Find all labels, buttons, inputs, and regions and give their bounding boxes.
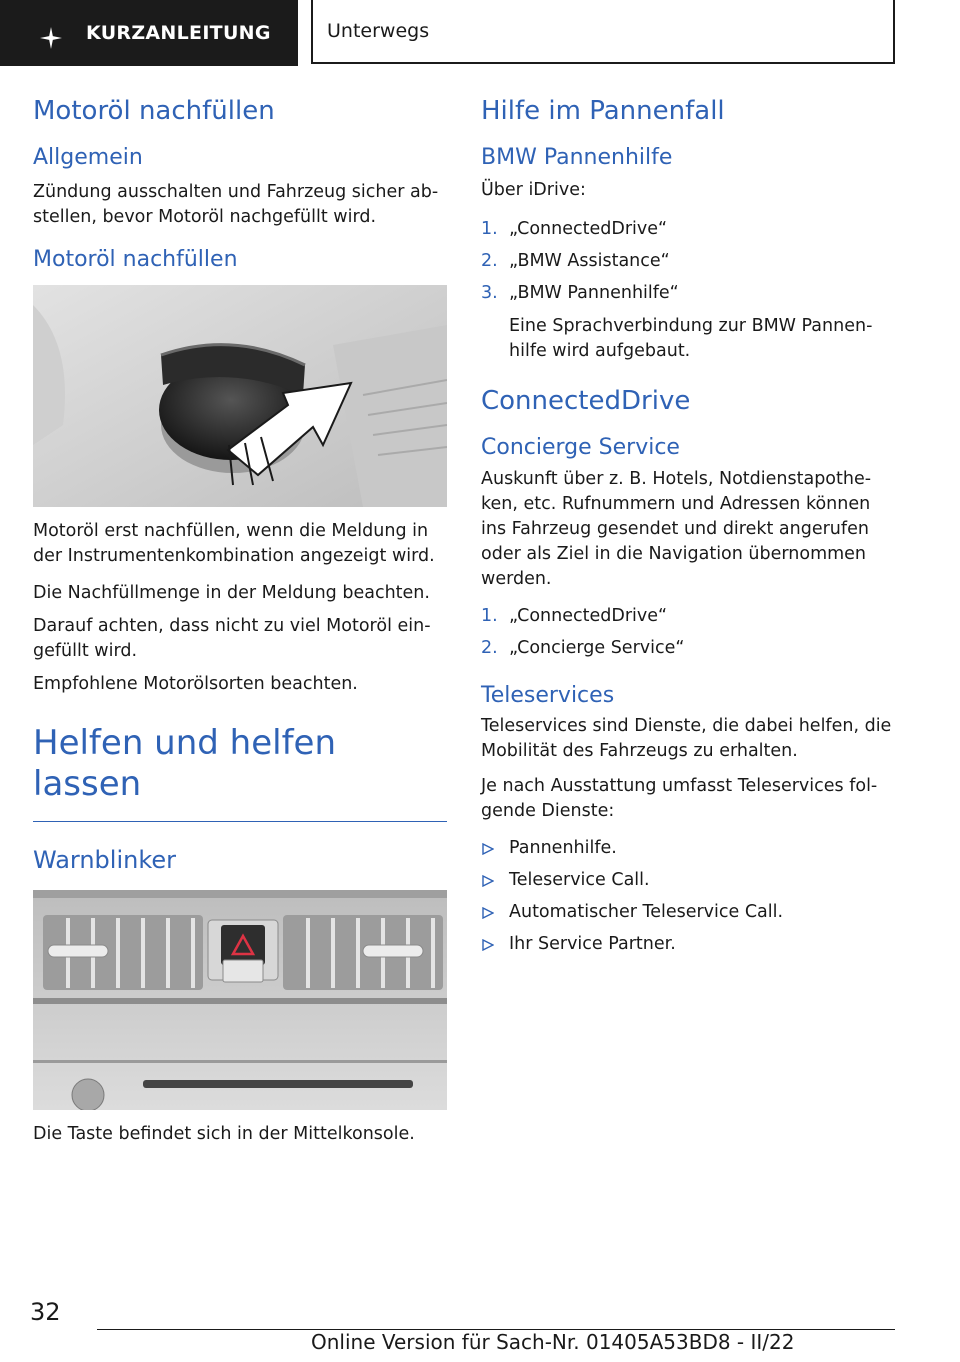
motoroel-paragraph-2: Die Nachfüllmenge in der Meldung beachten.: [33, 582, 430, 603]
chapter-tab-label: KURZANLEITUNG: [86, 22, 271, 44]
list-item: [481, 636, 896, 661]
triangle-bullet-icon: [482, 843, 494, 855]
motoroel-subheading: Motoröl nachfüllen: [33, 246, 238, 272]
step-text: „ConnectedDrive“: [509, 606, 668, 627]
step-text: „BMW Assistance“: [509, 250, 670, 271]
step-number: 2.: [481, 250, 498, 271]
triangle-bullet-icon: [482, 907, 494, 919]
pannenhilfe-heading: BMW Pannenhilfe: [481, 145, 673, 171]
hazard-button-image: [33, 890, 447, 1110]
teleservices-text-1: Teleservices sind Dienste, die dabei helfen, die Mobilität des Fahrzeugs zu erhalten.: [481, 715, 892, 761]
list-item: [481, 249, 896, 274]
concierge-text: Auskunft über z. B. Hotels, Notdienstapothe-ken, etc. Rufnummern und Adressen können ins Fahrzeug gesendet und direkt angerufen oder als Ziel in die Navigation übernommen werden.: [481, 469, 872, 590]
triangle-bullet-icon: [482, 875, 494, 887]
bullet-text: Automatischer Teleservice Call.: [509, 901, 784, 922]
bullet-text: Pannenhilfe.: [509, 837, 617, 858]
list-item: [481, 900, 896, 925]
connecteddrive-title: ConnectedDrive: [481, 385, 691, 416]
page-number: 32: [30, 1298, 61, 1326]
concierge-steps: [481, 604, 896, 661]
teleservices-list: [481, 836, 896, 957]
oil-cap-image: [33, 285, 447, 507]
motoroel-paragraph-4: Empfohlene Motorölsorten beachten.: [33, 673, 358, 694]
step-number: 3.: [481, 282, 498, 303]
list-item: [481, 604, 896, 629]
allgemein-text: Zündung ausschalten und Fahrzeug sicher ab-stellen, bevor Motoröl nachgefüllt wird.: [33, 181, 439, 227]
list-item: [481, 217, 896, 242]
motoroel-paragraph-3: Darauf achten, dass nicht zu viel Motoröl ein-gefüllt wird.: [33, 615, 431, 661]
pannenfall-title: Hilfe im Pannenfall: [481, 96, 725, 126]
page-header: [0, 0, 960, 66]
allgemein-heading: Allgemein: [33, 145, 143, 171]
step-text: „BMW Pannenhilfe“: [509, 282, 679, 303]
step-subtext: Eine Sprachverbindung zur BMW Pannen-hilfe wird aufgebaut.: [509, 315, 873, 361]
motoroel-title: Motoröl nachfüllen: [33, 96, 275, 126]
left-column: [33, 96, 447, 1155]
bullet-text: Teleservice Call.: [509, 869, 650, 890]
bullet-text: Ihr Service Partner.: [509, 933, 676, 954]
step-text: „Concierge Service“: [509, 638, 685, 659]
warnblinker-heading: Warnblinker: [33, 845, 177, 874]
list-item: [481, 281, 896, 364]
warnblinker-text: Die Taste befindet sich in der Mittelkonsole.: [33, 1124, 415, 1145]
step-number: 2.: [481, 638, 498, 659]
list-item: [481, 836, 896, 861]
page-footer: [0, 1290, 960, 1362]
quick-guide-star-icon: [40, 27, 62, 49]
footer-version-text: Online Version für Sach-Nr. 01405A53BD8 - II/22: [311, 1330, 795, 1354]
section-tab-label: Unterwegs: [327, 20, 430, 42]
right-column: [481, 96, 896, 964]
pannenhilfe-steps: [481, 217, 896, 364]
step-number: 1.: [481, 606, 498, 627]
motoroel-paragraph-1: Motoröl erst nachfüllen, wenn die Meldung in der Instrumentenkombination angezeigt wird.: [33, 520, 435, 566]
list-item: [481, 868, 896, 893]
section-tab[interactable]: [311, 0, 895, 64]
concierge-heading: Concierge Service: [481, 434, 680, 460]
triangle-bullet-icon: [482, 939, 494, 951]
step-number: 1.: [481, 218, 498, 239]
helfen-heading: Helfen und helfen lassen: [33, 723, 447, 822]
step-text: „ConnectedDrive“: [509, 218, 668, 239]
pannenhilfe-intro: Über iDrive:: [481, 179, 586, 200]
chapter-tab[interactable]: [0, 0, 298, 66]
list-item: [481, 932, 896, 957]
teleservices-text-2: Je nach Ausstattung umfasst Teleservices fol-gende Dienste:: [481, 775, 878, 821]
teleservices-heading: Teleservices: [481, 683, 615, 709]
